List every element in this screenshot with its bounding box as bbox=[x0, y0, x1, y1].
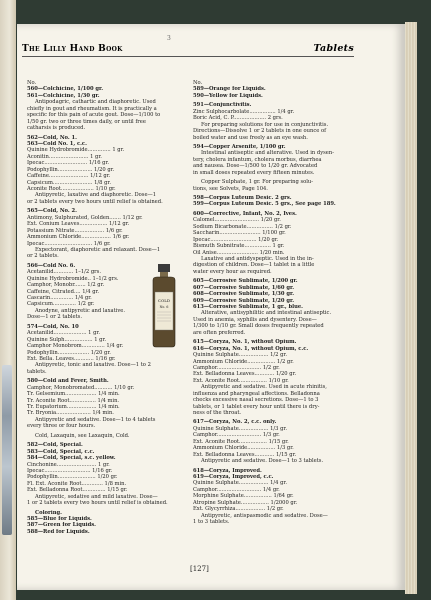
text-line: or 2 tablets. bbox=[27, 253, 59, 260]
text-line: 1/300 to 1/10 gr. Small doses frequently repeated bbox=[193, 323, 324, 330]
text-line: 1 or 2 tablets every two hours until relief is obtained. bbox=[27, 500, 168, 507]
text-line: chiefly in gout and rheumatism. It is practically a bbox=[27, 105, 157, 112]
text-line: Ammonium Chloride................. 1/2 gr. bbox=[193, 358, 294, 365]
text-line: Ext. Bella. Leaves............ 1/16 gr. bbox=[27, 355, 116, 362]
text-line: Aconitin........................ 1 gr. bbox=[27, 153, 102, 160]
text-line: Tr. Gelsemium................... 1/4 min. bbox=[27, 391, 120, 398]
entry-heading: 560—Colchicine, 1/100 gr. bbox=[27, 86, 104, 93]
text-line: ness of the throat. bbox=[193, 410, 242, 416]
top-mark: 3 bbox=[167, 35, 172, 42]
text-line: Boric Acid, C. P.................... 2 grs. bbox=[193, 115, 283, 122]
entry-heading: 582—Cold, Special. bbox=[27, 442, 83, 449]
text-line: Ammonium Chloride................. 1/3 gr. bbox=[193, 445, 294, 452]
entry-heading: 562—Cold, No. 1. bbox=[27, 134, 77, 141]
text-line: tions, see Solvets, Page 104. bbox=[193, 185, 268, 192]
entry-heading: 599—Corpus Luteum Desic. 5 grs., See page 189. bbox=[193, 201, 336, 208]
text-line: Cascarin.............. 1/4 gr. bbox=[27, 295, 92, 301]
text-line: Camphor, Monobromated........... 1/10 gr. bbox=[27, 384, 135, 391]
text-line: Ipecac............................ 1/16 gr. bbox=[27, 467, 113, 474]
entry-heading: 617—Coryza, No. 2, c.c. only. bbox=[193, 419, 277, 426]
text-line: Zinc Sulphocarbolate................ 1/4 gr. bbox=[193, 108, 295, 115]
entry-heading: 591—Conjunctivitis. bbox=[193, 102, 252, 109]
text-line: Podophyllin................... 1/20 gr. bbox=[27, 349, 111, 356]
text-line: Caffeine, Citrated.... 1/4 gr. bbox=[27, 288, 100, 295]
text-line: Intestinal antiseptic and alterative. Used in dysen- bbox=[201, 150, 334, 157]
text-line: Ipecac............................ 1/20 gr. bbox=[193, 236, 279, 243]
text-line: Capsicum.............. 1/2 gr. bbox=[27, 301, 95, 308]
text-line: Sodium Bicarbonate................ 1/2 gr. bbox=[193, 223, 292, 230]
page-stack-edge bbox=[405, 22, 417, 594]
text-line: checks excessive nasal secretions. Dose—1 to 3 bbox=[193, 397, 319, 404]
entry-heading: 613—Corrosive Sublimate, 1 gr., blue. bbox=[193, 304, 303, 310]
text-line: Used in anemia, syphilis and dysentery. Dose— bbox=[193, 316, 317, 323]
entry-heading: Coloring. bbox=[35, 509, 62, 516]
text-line: Antipyretic, laxative and diaphoretic. Dose—1 bbox=[35, 192, 157, 199]
entry-heading: 585—Blue for Liquids. bbox=[27, 516, 92, 522]
text-line: Quinine Sulphate.................. 1/3 gr. bbox=[193, 425, 287, 432]
text-line: catharsis is produced. bbox=[27, 125, 86, 132]
text-line: Copper Sulphate, 1 gr. For preparing solu- bbox=[201, 179, 314, 186]
text-line: Antipyretic and sedative. Dose—1 to 4 tablets bbox=[35, 416, 156, 423]
text-line: Calomel........................... 1/20 gr. bbox=[193, 217, 281, 224]
text-line: Ipecac.......................... 1/16 gr. bbox=[27, 160, 110, 167]
text-line: Ext. Aconite Root................. 1/15 gr. bbox=[193, 438, 289, 445]
text-line: Camphor........................... 1/3 gr. bbox=[193, 432, 280, 439]
text-line: Camphor, Monobr....... 1/2 gr. bbox=[27, 282, 105, 289]
text-line: Tr. Aconite Root................ 1/4 min. bbox=[27, 397, 120, 404]
text-line: Dose—1 or 2 tablets. bbox=[27, 314, 82, 321]
text-line: For preparing solutions for use in conjunctivitis. bbox=[201, 121, 329, 128]
text-line: Capsicum........................ 1/8 gr. bbox=[27, 179, 111, 186]
text-line: influenza and pharyngeal affections. Belladonna bbox=[193, 390, 320, 397]
text-line: No. bbox=[27, 80, 37, 86]
text-line: tablets. bbox=[27, 368, 47, 375]
text-line: and nausea. Dose—1/500 to 1/20 gr. Advocated bbox=[193, 163, 318, 170]
text-line: Bismuth Subnitrate................ 1 gr. bbox=[193, 243, 285, 250]
entry-heading: 619—Coryza, Improved, c.c. bbox=[193, 473, 274, 480]
text-line: or 2 tablets every two hours until relief is obtained. bbox=[27, 198, 163, 205]
text-line: Quinine Sulphate.................. 1/2 gr. bbox=[193, 352, 287, 359]
text-line: Atropine Sulphate................. 1/2000 gr. bbox=[193, 499, 298, 506]
entry-heading: 588—Red for Liquids. bbox=[27, 528, 90, 535]
text-line: Antipyretic and sedative. Used in acute rhinitis, bbox=[201, 384, 327, 391]
text-line: Quinine Hydrobromide.. 1–1/2 grs. bbox=[27, 275, 119, 282]
text-line: Saccharin......................... 1/100 gr. bbox=[193, 230, 286, 237]
text-line: Camphor........................... 1/4 gr. bbox=[193, 486, 280, 493]
text-line: Directions—Dissolve 1 or 2 tablets in one ounce of bbox=[193, 128, 326, 135]
text-line: 1/50 gr. two or three times daily, or until free bbox=[27, 118, 146, 125]
entry-heading: 580—Cold and Fever, Smith. bbox=[27, 378, 109, 385]
text-line: Podophyllin..................... 1/20 gr. bbox=[27, 166, 115, 173]
text-line: Alterative, antisyphilitic and intestinal antiseptic. bbox=[201, 310, 332, 317]
entry-heading: 618—Coryza, Improved. bbox=[193, 467, 262, 474]
entry-heading: 590—Yellow for Liquids. bbox=[193, 92, 263, 99]
entry-heading: 607—Corrosive Sublimate, 1/60 gr. bbox=[193, 284, 295, 291]
entry-heading: 594—Copper Arsenite, 1/100 gr. bbox=[193, 143, 286, 150]
text-line: Antimony, Sulphurated, Golden....... 1/12 gr. bbox=[27, 214, 143, 221]
text-line: Ext. Belladonna Leaves............ 1/20 gr. bbox=[193, 371, 297, 378]
text-line: Antipyretic, sedative and mild laxative. Dose— bbox=[35, 493, 158, 500]
entry-heading: 583—Cold, Special, c.c. bbox=[27, 448, 95, 455]
entry-heading: 563—Cold No. 1, c.c. bbox=[27, 140, 87, 147]
text-line: every three or four hours. bbox=[27, 423, 96, 430]
entry-heading: 605—Corrosive Sublimate, 1/200 gr. bbox=[193, 278, 298, 285]
entry-heading: 598—Corpus Luteum Desic. 2 grs. bbox=[193, 195, 292, 201]
text-line: Cinchonine........................ 1 gr. bbox=[27, 461, 110, 468]
text-line: boiled water and use freely as an eye wash. bbox=[193, 134, 308, 141]
text-line: Quinine Sulphate.................. 1/4 gr. bbox=[193, 480, 287, 487]
bottle-illustration bbox=[147, 264, 181, 348]
text-line: Laxative and antidyspeptic. Used in the in- bbox=[201, 255, 314, 262]
text-line: Antipodagric, cathartic and diaphoretic. Used bbox=[35, 99, 156, 106]
text-line: Caffeine........................ 1/12 gr. bbox=[27, 173, 111, 180]
text-line: specific for this pain of acute gout. Dose—1/100 to bbox=[27, 112, 161, 119]
text-line: tablets, or 1 tablet every hour until there is dry- bbox=[193, 403, 320, 410]
text-line: Acetanilid.................... 1 gr. bbox=[27, 330, 100, 337]
text-line: Ext. Aconite Root................. 1/10 gr. bbox=[193, 377, 289, 384]
text-line: Tr. Eupatorium.................. 1/4 min. bbox=[27, 404, 120, 410]
bottle-cap bbox=[158, 264, 170, 272]
text-line: Morphine Sulphate................. 1/64 gr. bbox=[193, 493, 294, 500]
metal-clip bbox=[2, 365, 12, 535]
text-line: Potassium Nitrate.................. 1/6 gr. bbox=[27, 227, 123, 234]
text-line: are often preferred. bbox=[193, 329, 246, 336]
text-line: tery, cholera infantum, cholera morbus, diarrhea bbox=[193, 156, 322, 163]
entry-heading: 584—Cold, Special, s.c. yellow. bbox=[27, 455, 116, 462]
text-line: Ext. Belladonna Leaves............ 1/15 gr. bbox=[193, 451, 297, 458]
entry-heading: 589—Orange for Liquids. bbox=[193, 86, 266, 93]
text-line: Quinine Sulph................. 1 gr. bbox=[27, 336, 107, 343]
entry-heading: 609—Corrosive Sublimate, 1/20 gr. bbox=[193, 297, 295, 304]
entry-heading: 566—Cold No. 6. bbox=[27, 262, 76, 269]
text-line: Acetanilid............ 1–1/2 grs. bbox=[27, 269, 101, 276]
text-line: Quinine Hydrobromide.............. 1 gr. bbox=[27, 147, 125, 154]
left-page-edge bbox=[0, 0, 16, 600]
text-line: Cold, Laxaquin, see Laxaquin, Cold. bbox=[35, 432, 130, 439]
text-line: Tr. Bryonia..................... 1/4 min. bbox=[27, 410, 114, 417]
text-line: Camphor........................... 1/2 gr. bbox=[193, 364, 280, 371]
text-line: 1 to 3 tablets. bbox=[193, 519, 230, 525]
text-line: Anodyne, antipyretic and laxative. bbox=[35, 307, 126, 314]
entry-heading: 616—Coryza, No. 1, without Opium, c.c. bbox=[193, 345, 309, 352]
right-column bbox=[193, 80, 358, 525]
page-number: [127] bbox=[190, 565, 209, 573]
text-line: Expectorant, diaphoretic and relaxant. Dose—1 bbox=[35, 246, 161, 253]
entry-heading: 574—Cold, No. 10 bbox=[27, 323, 79, 330]
text-line: water every hour as required. bbox=[193, 268, 272, 275]
entry-heading: 600—Corrective, Infant, No. 2, Ives. bbox=[193, 210, 297, 217]
text-line: No. bbox=[193, 80, 203, 86]
text-line: Antipyretic, tonic and laxative. Dose—1 to 2 bbox=[35, 362, 151, 369]
text-line: Ext. Glycyrrhiza.................. 1/2 gr. bbox=[193, 506, 284, 513]
entry-heading: 608—Corrosive Sublimate, 1/30 gr. bbox=[193, 291, 295, 298]
text-line: Antipyretic and sedative. Dose—1 to 3 tablets. bbox=[201, 458, 324, 465]
book-title: The Lilly Hand Book bbox=[22, 44, 123, 54]
text-line: in small doses repeated every fifteen minutes. bbox=[193, 169, 315, 176]
text-line: Oil Anise......................... 1/20 min. bbox=[193, 249, 285, 256]
entry-heading: 615—Coryza, No. 1, without Opium. bbox=[193, 339, 297, 346]
text-line: Camphor Monobrom.............. 1/4 gr. bbox=[27, 343, 124, 350]
text-line: Ipecac............................. 1/6 gr. bbox=[27, 240, 111, 247]
entry-heading: 587—Green for Liquids. bbox=[27, 522, 96, 529]
text-line: Ext. Conium Leaves................. 1/12 gr. bbox=[27, 221, 130, 228]
page-header bbox=[22, 35, 354, 57]
text-line: Ext. Belladonna Root.............. 1/15 gr. bbox=[27, 487, 128, 494]
entry-heading: 565—Cold, No. 2. bbox=[27, 208, 77, 215]
section-title: Tablets bbox=[313, 43, 354, 54]
entry-heading: 561—Colchicine, 1/30 gr. bbox=[27, 92, 100, 99]
text-line: Fl. Ext. Aconite Root............. 1/8 min. bbox=[27, 480, 127, 487]
text-line: Podophyllin....................... 1/20 gr. bbox=[27, 474, 118, 481]
text-line: Ammonium Chloride.................. 1/6 gr. bbox=[27, 234, 130, 241]
text-line: Antipyretic, antispasmodic and sedative. Dose— bbox=[201, 512, 328, 519]
text-line: Aconite Root.................... 1/10 gr. bbox=[27, 186, 116, 192]
text-line: digestion of children. Dose—1 tablet in a little bbox=[193, 262, 315, 269]
bottle-label-line2: No. 6 bbox=[159, 305, 169, 309]
bottle-label-line1: COLD bbox=[157, 298, 171, 303]
